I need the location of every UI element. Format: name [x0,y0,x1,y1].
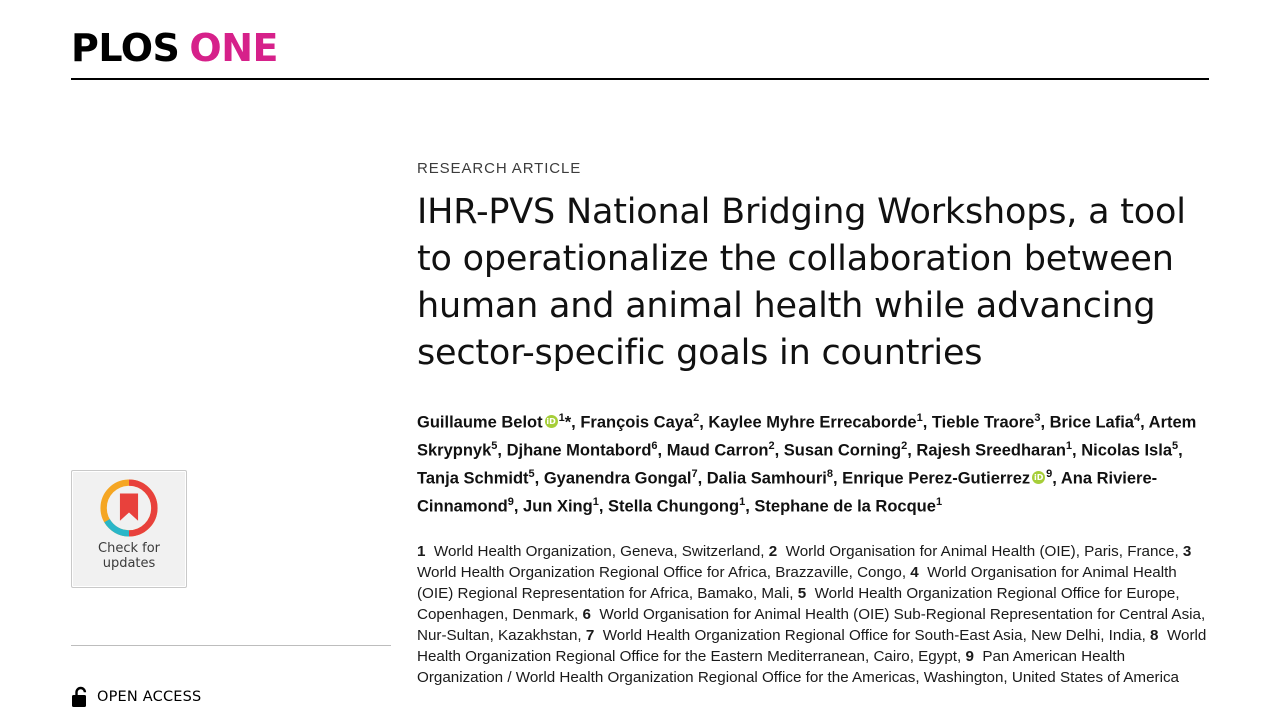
journal-masthead [71,26,1209,80]
plos-one-logo[interactable] [71,26,1209,70]
open-lock-icon [71,686,89,708]
logo-plos-text: PLOS [71,26,180,70]
open-access-block[interactable] [71,686,201,708]
crossmark-label [98,541,160,571]
orcid-icon[interactable] [545,415,558,428]
crossmark-logo-icon [100,479,158,537]
article-header [417,160,1209,688]
page-title: IHR-PVS National Bridging Workshops, a tool to operationalize the collaboration between human and animal health while advancing sector-specific goals in countries [417,192,1186,373]
logo-one-text: ONE [189,26,278,70]
crossmark-badge[interactable] [71,470,187,588]
article-type-kicker: RESEARCH ARTICLE [417,160,582,177]
author-list: Guillaume Belot iD $^1$*, François Caya$^2$, Kaylee Myhre Errecaborde$^1$, Tieble Traore$^3$, Brice Lafia$^4$, Artem Skrypnyk$^5$, Djhane Montabord$^6$, Maud Carron$^2$, Susan Corning$^2$, Rajesh Sreedharan$^1$, Nicolas Isla$^5$, Tanja Schmidt$^5$, Gyanendra Gongal$^7$, Dalia Samhouri$^8$, Enrique Perez-Gutierrez iD $^9$, Ana Riviere-Cinnamond$^9$, Jun Xing$^1$, Stella Chungong$^1$, Stephane de la Rocque$^1$ [417,407,1209,519]
open-access-label: OPEN ACCESS [97,689,202,705]
affiliation-list: 1 World Health Organization, Geneva, Switzerland, 2 World Organisation for Animal Health (OIE), Paris, France, 3 World Health Organization Regional Office for Africa, Brazzaville, Congo, 4 World Organisation for Animal Health (OIE) Regional Representation for Africa, Bamako, Mali, 5 World Health Organization Regional Office for Europe, Copenhagen, Denmark, 6 World Organisation for Animal Health (OIE) Sub-Regional Representation for Central Asia, Nur-Sultan, Kazakhstan, 7 World Health Organization Regional Office for South-East Asia, New Delhi, India, 8 World Health Organization Regional Office for the Eastern Mediterranean, Cairo, Egypt, 9 Pan American Health Organization / World Health Organization Regional Office for the Americas, Washington, United States of America [417,543,1207,686]
sidebar-divider [71,645,391,646]
crossmark-label-line2: updates [102,556,156,571]
crossmark-label-line1: Check for [98,541,160,556]
left-sidebar [71,470,391,588]
orcid-icon[interactable] [1032,471,1045,484]
